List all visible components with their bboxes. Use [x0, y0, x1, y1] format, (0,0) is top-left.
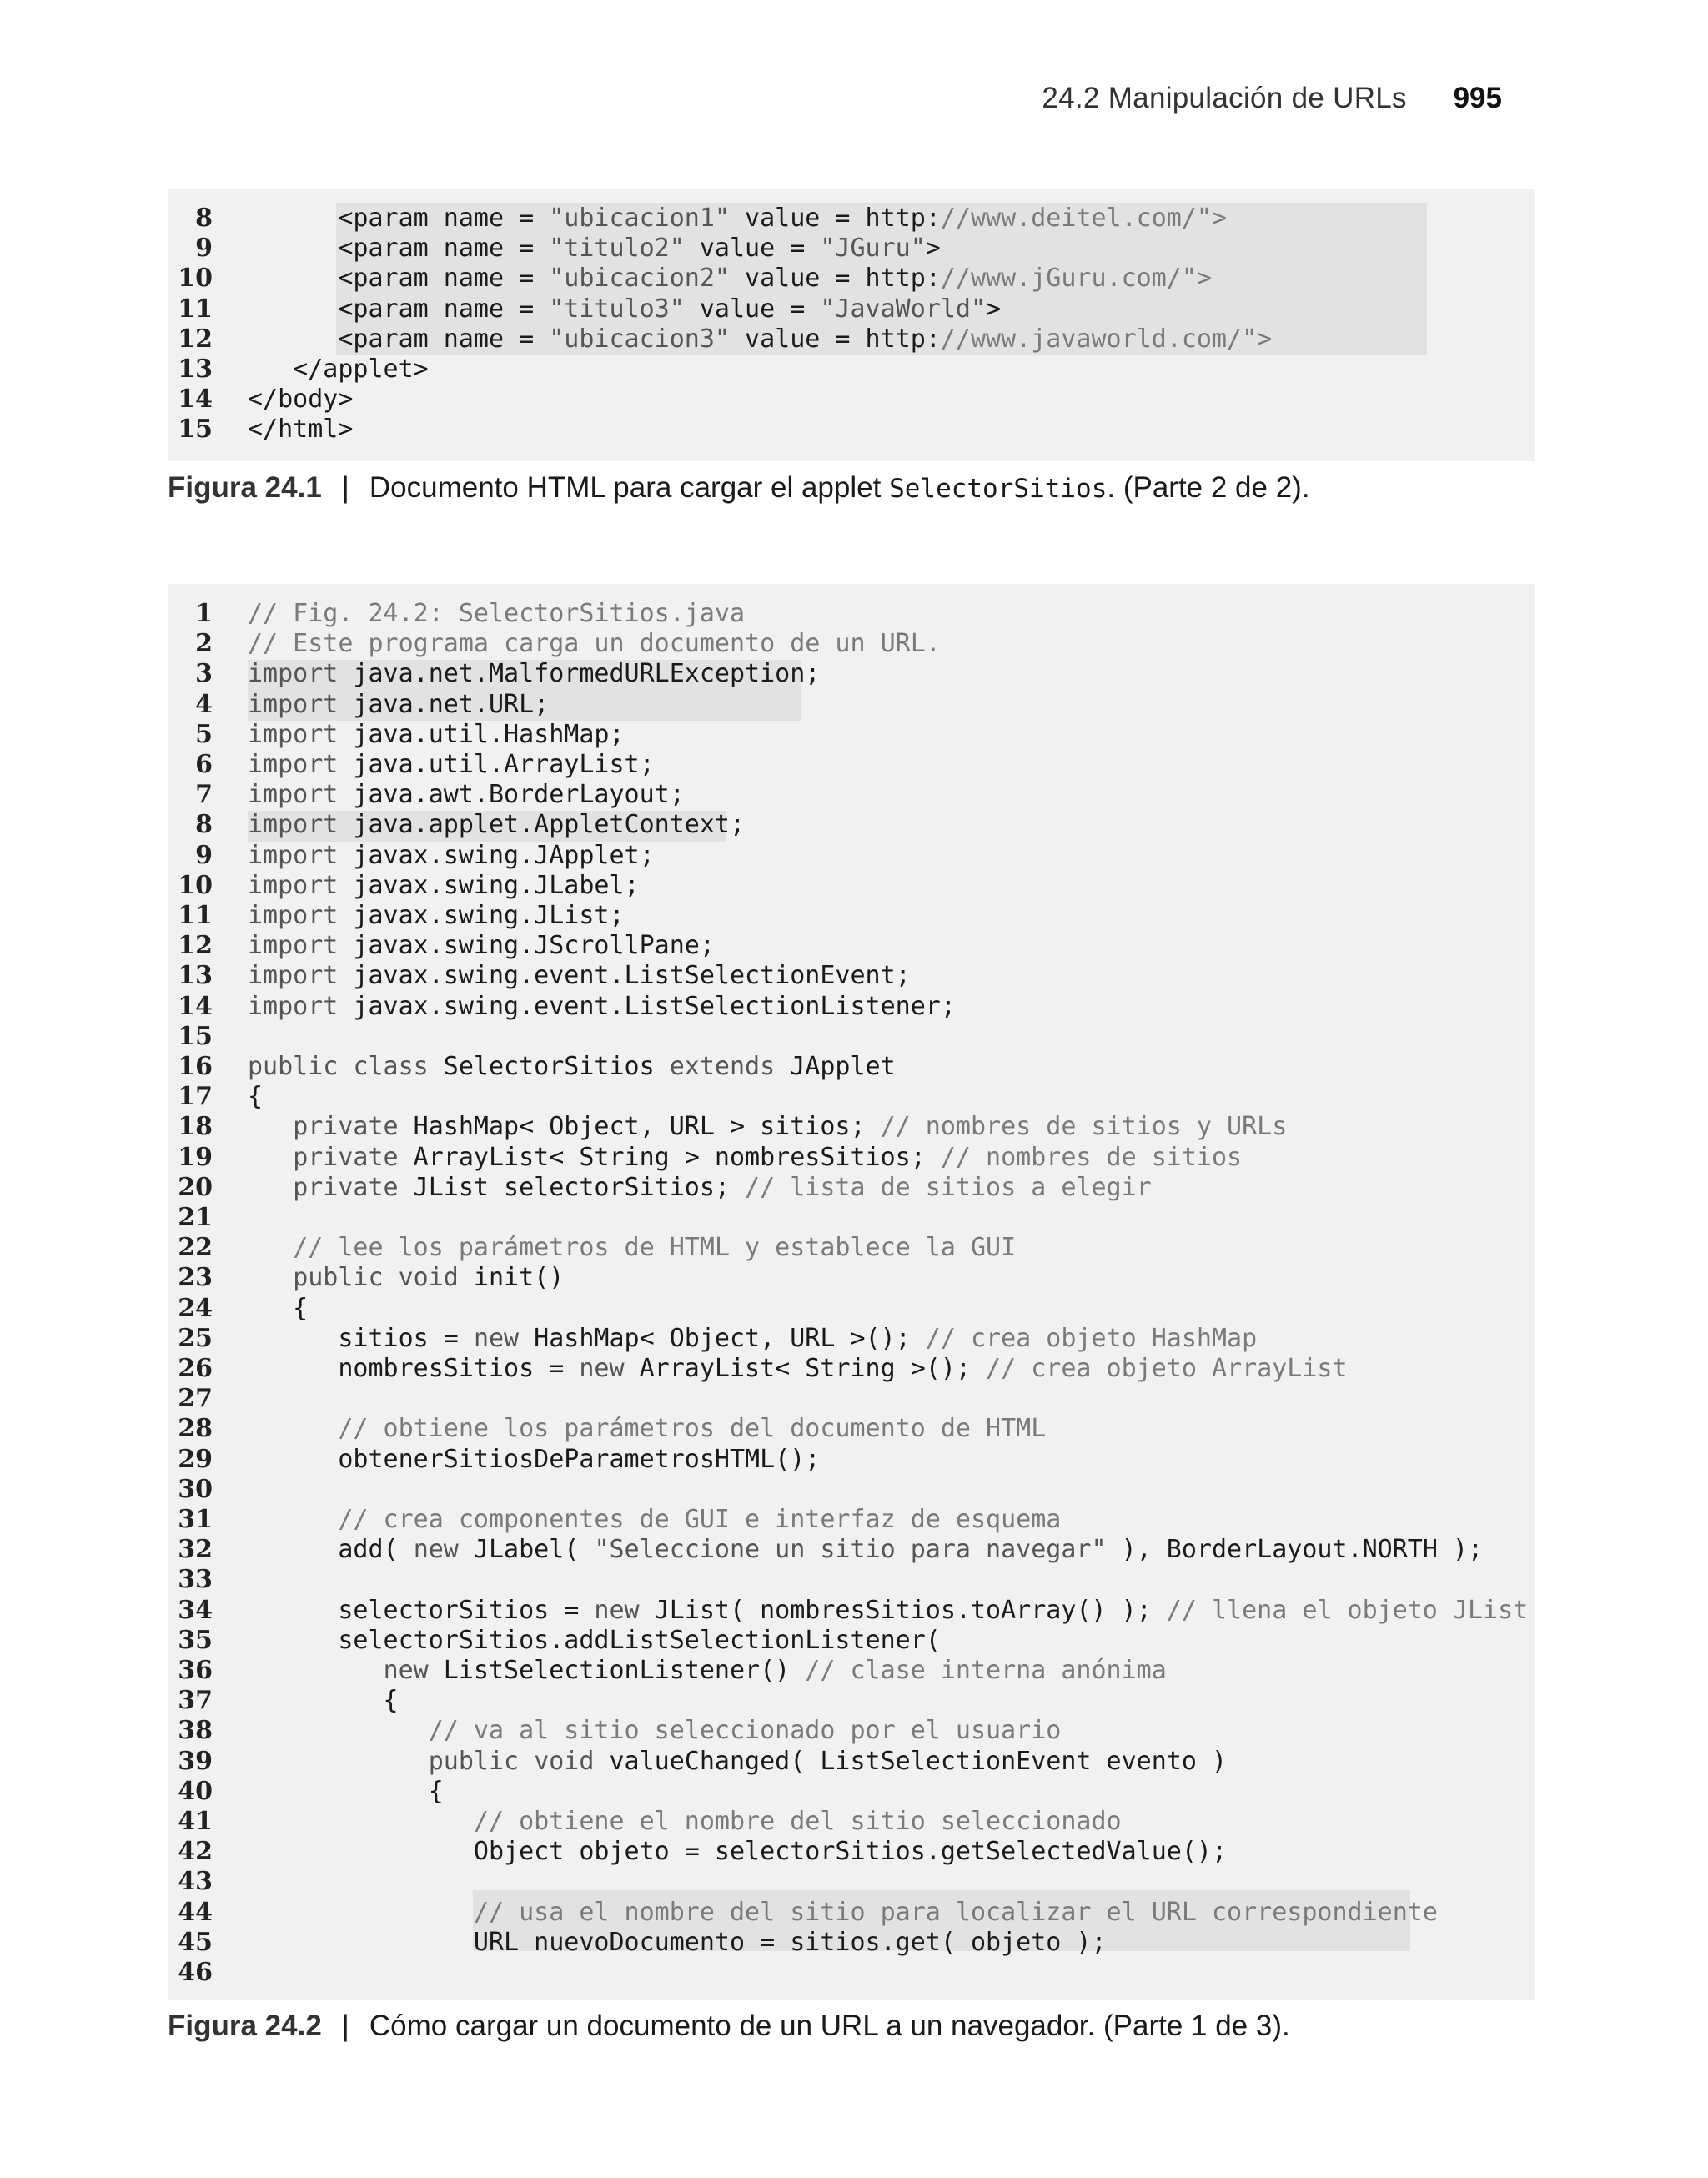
line-number: 25 [178, 1323, 213, 1353]
code-text: Object objeto = selectorSitios.getSelectedValue(); [248, 1837, 1227, 1867]
section-title: 24.2 Manipulación de URLs [1042, 82, 1407, 114]
code-text: import javax.swing.JScrollPane; [248, 931, 715, 961]
code-listing-fig-24-1 [168, 189, 1535, 461]
code-line [168, 1716, 1535, 1746]
code-text: import javax.swing.event.ListSelectionListener; [248, 991, 956, 1021]
line-number: 37 [178, 1686, 213, 1716]
line-number: 41 [178, 1807, 213, 1836]
figure-caption-24-1 [168, 471, 1310, 505]
code-line [168, 841, 1535, 871]
code-line [168, 1263, 1535, 1293]
caption-separator: | [341, 471, 349, 504]
line-number: 6 [195, 750, 213, 779]
code-line [168, 415, 1535, 445]
code-text: public void init() [293, 1263, 565, 1293]
code-line [168, 961, 1535, 991]
line-number: 30 [178, 1474, 213, 1504]
code-line [168, 1928, 1535, 1958]
code-line [168, 1173, 1535, 1203]
code-text: </body> [248, 385, 354, 415]
page-number: 995 [1453, 82, 1502, 114]
line-number: 11 [178, 294, 213, 324]
code-text: nombresSitios = new ArrayList< String >(); // crea objeto ArrayList [248, 1354, 1348, 1383]
line-number: 17 [178, 1082, 213, 1112]
code-text: { [248, 1776, 444, 1806]
line-number: 14 [178, 385, 213, 415]
code-line [168, 1445, 1535, 1475]
code-text: <param name = "titulo3" value = "JavaWorld"> [248, 294, 1002, 324]
code-text: public void valueChanged( ListSelectionEvent evento ) [428, 1746, 1228, 1776]
code-line [168, 871, 1535, 901]
code-line [168, 1112, 1535, 1142]
line-number: 10 [178, 264, 213, 294]
line-number: 14 [178, 991, 213, 1021]
code-line [168, 931, 1535, 961]
code-text: import javax.swing.event.ListSelectionEvent; [248, 961, 911, 991]
line-number: 12 [178, 931, 213, 961]
code-text: <param name = "ubicacion2" value = http://www.jGuru.com/"> [248, 264, 1212, 294]
code-line [168, 690, 1535, 720]
code-text: private ArrayList< String > nombresSitios; // nombres de sitios [293, 1142, 1243, 1172]
line-number: 35 [178, 1625, 213, 1655]
line-number: 31 [178, 1505, 213, 1534]
code-line [168, 1233, 1535, 1263]
code-line [168, 1143, 1535, 1173]
code-text: <param name = "ubicacion1" value = http://www.deitel.com/"> [248, 204, 1228, 233]
code-text: private JList selectorSitios; // lista de sitios a elegir [293, 1172, 1152, 1202]
code-text: // obtiene el nombre del sitio seleccionado [473, 1807, 1122, 1836]
code-text: import java.applet.AppletContext; [248, 810, 746, 840]
code-line [168, 1626, 1535, 1656]
code-text: obtenerSitiosDeParametrosHTML(); [248, 1444, 821, 1474]
line-number: 42 [178, 1837, 213, 1867]
code-line [168, 385, 1535, 415]
line-number: 9 [195, 840, 213, 870]
code-line [168, 810, 1535, 840]
code-text: // obtiene los parámetros del documento de HTML [338, 1414, 1047, 1444]
line-number: 13 [178, 355, 213, 384]
line-number: 39 [178, 1746, 213, 1776]
code-line [168, 1837, 1535, 1867]
code-line [168, 1082, 1535, 1112]
running-head [1042, 82, 1502, 115]
code-line [168, 1354, 1535, 1384]
line-number: 22 [178, 1233, 213, 1263]
code-line [168, 1535, 1535, 1565]
line-number: 32 [178, 1535, 213, 1565]
code-line [168, 234, 1535, 264]
figure-label: Figura 24.2 [168, 2009, 322, 2042]
code-line [168, 659, 1535, 689]
code-line [168, 1052, 1535, 1082]
code-line [168, 901, 1535, 931]
code-text: public class SelectorSitios extends JApplet [248, 1052, 896, 1081]
line-number: 5 [195, 719, 213, 749]
code-line [168, 720, 1535, 750]
line-number: 13 [178, 961, 213, 991]
code-text: private HashMap< Object, URL > sitios; // nombres de sitios y URLs [293, 1112, 1288, 1142]
code-text: selectorSitios = new JList( nombresSitios.toArray() ); // llena el objeto JList [248, 1595, 1529, 1625]
code-line [168, 992, 1535, 1022]
line-number: 40 [178, 1776, 213, 1806]
line-number: 34 [178, 1595, 213, 1625]
code-line [168, 1686, 1535, 1716]
code-text: new ListSelectionListener() // clase interna anónima [383, 1656, 1167, 1685]
code-line [168, 1656, 1535, 1686]
code-text: URL nuevoDocumento = sitios.get( objeto ); [248, 1927, 1107, 1957]
code-text: <param name = "titulo2" value = "JGuru"> [248, 234, 941, 264]
code-line [168, 599, 1535, 629]
line-number: 43 [178, 1867, 213, 1897]
line-number: 44 [178, 1897, 213, 1927]
line-number: 11 [178, 901, 213, 930]
line-number: 12 [178, 324, 213, 354]
code-line [168, 1867, 1535, 1897]
code-line [168, 1505, 1535, 1535]
line-number: 15 [178, 415, 213, 445]
line-number: 9 [195, 234, 213, 264]
line-number: 46 [178, 1958, 213, 1987]
line-number: 19 [178, 1142, 213, 1172]
code-line [168, 1958, 1535, 1988]
code-line [168, 1596, 1535, 1626]
code-line [168, 324, 1535, 355]
code-line [168, 355, 1535, 385]
code-line [168, 204, 1535, 234]
caption-text: Cómo cargar un documento de un URL a un navegador. (Parte 1 de 3). [369, 2009, 1290, 2042]
line-number: 4 [195, 689, 213, 719]
line-number: 3 [195, 659, 213, 689]
code-line [168, 264, 1535, 294]
line-number: 45 [178, 1927, 213, 1957]
code-text: </html> [248, 415, 354, 445]
code-text: { [248, 1082, 264, 1112]
line-number: 29 [178, 1444, 213, 1474]
code-text: // usa el nombre del sitio para localizar el URL correspondiente [473, 1897, 1438, 1927]
code-line [168, 1384, 1535, 1414]
code-line [168, 1898, 1535, 1928]
caption-code: SelectorSitios [889, 474, 1108, 504]
code-text: import javax.swing.JList; [248, 901, 625, 930]
code-text: // lee los parámetros de HTML y establece la GUI [293, 1233, 1017, 1263]
figure-caption-24-2 [168, 2009, 1290, 2043]
code-text: import java.awt.BorderLayout; [248, 780, 685, 810]
code-line [168, 1324, 1535, 1354]
line-number: 2 [195, 629, 213, 659]
code-text: </applet> [248, 355, 429, 384]
line-number: 18 [178, 1112, 213, 1142]
code-line [168, 750, 1535, 780]
code-line [168, 294, 1535, 324]
code-line [168, 1294, 1535, 1324]
code-text: import java.util.ArrayList; [248, 750, 655, 779]
figure-label: Figura 24.1 [168, 471, 322, 504]
line-number: 8 [195, 810, 213, 840]
code-line [168, 629, 1535, 659]
line-number: 38 [178, 1716, 213, 1746]
code-text: sitios = new HashMap< Object, URL >(); // crea objeto HashMap [248, 1323, 1258, 1353]
code-line [168, 1807, 1535, 1837]
code-line [168, 1203, 1535, 1233]
code-line [168, 1475, 1535, 1505]
line-number: 15 [178, 1021, 213, 1051]
code-listing-fig-24-2 [168, 584, 1535, 2000]
code-text: // crea componentes de GUI e interfaz de esquema [338, 1505, 1062, 1534]
code-text: add( new JLabel( "Seleccione un sitio para navegar" ), BorderLayout.NORTH ); [248, 1535, 1484, 1565]
line-number: 20 [178, 1172, 213, 1202]
code-line [168, 1414, 1535, 1444]
code-text: // va al sitio seleccionado por el usuario [428, 1716, 1062, 1746]
line-number: 28 [178, 1414, 213, 1444]
caption-separator: | [341, 2009, 349, 2042]
line-number: 24 [178, 1293, 213, 1323]
line-number: 33 [178, 1565, 213, 1595]
code-line [168, 1777, 1535, 1807]
line-number: 23 [178, 1263, 213, 1293]
line-number: 26 [178, 1354, 213, 1383]
code-text: { [248, 1686, 399, 1716]
line-number: 8 [195, 204, 213, 233]
code-line [168, 1022, 1535, 1052]
code-text: selectorSitios.addListSelectionListener( [248, 1625, 941, 1655]
caption-text-end: . (Parte 2 de 2). [1107, 471, 1310, 504]
code-text: // Fig. 24.2: SelectorSitios.java [248, 599, 746, 628]
code-text: { [248, 1293, 309, 1323]
line-number: 1 [195, 599, 213, 628]
code-text: import java.util.HashMap; [248, 719, 625, 749]
line-number: 27 [178, 1384, 213, 1414]
code-text: import java.net.URL; [248, 689, 550, 719]
code-text: <param name = "ubicacion3" value = http://www.javaworld.com/"> [248, 324, 1273, 354]
line-number: 21 [178, 1203, 213, 1232]
line-number: 16 [178, 1052, 213, 1081]
line-number: 36 [178, 1656, 213, 1685]
code-line [168, 1565, 1535, 1595]
code-line [168, 1747, 1535, 1777]
code-text: import javax.swing.JApplet; [248, 840, 655, 870]
line-number: 10 [178, 870, 213, 900]
code-text: import javax.swing.JLabel; [248, 870, 640, 900]
caption-text: Documento HTML para cargar el applet [369, 471, 882, 504]
code-text: // Este programa carga un documento de un URL. [248, 629, 941, 659]
code-text: import java.net.MalformedURLException; [248, 659, 821, 689]
line-number: 7 [195, 780, 213, 810]
code-line [168, 780, 1535, 810]
